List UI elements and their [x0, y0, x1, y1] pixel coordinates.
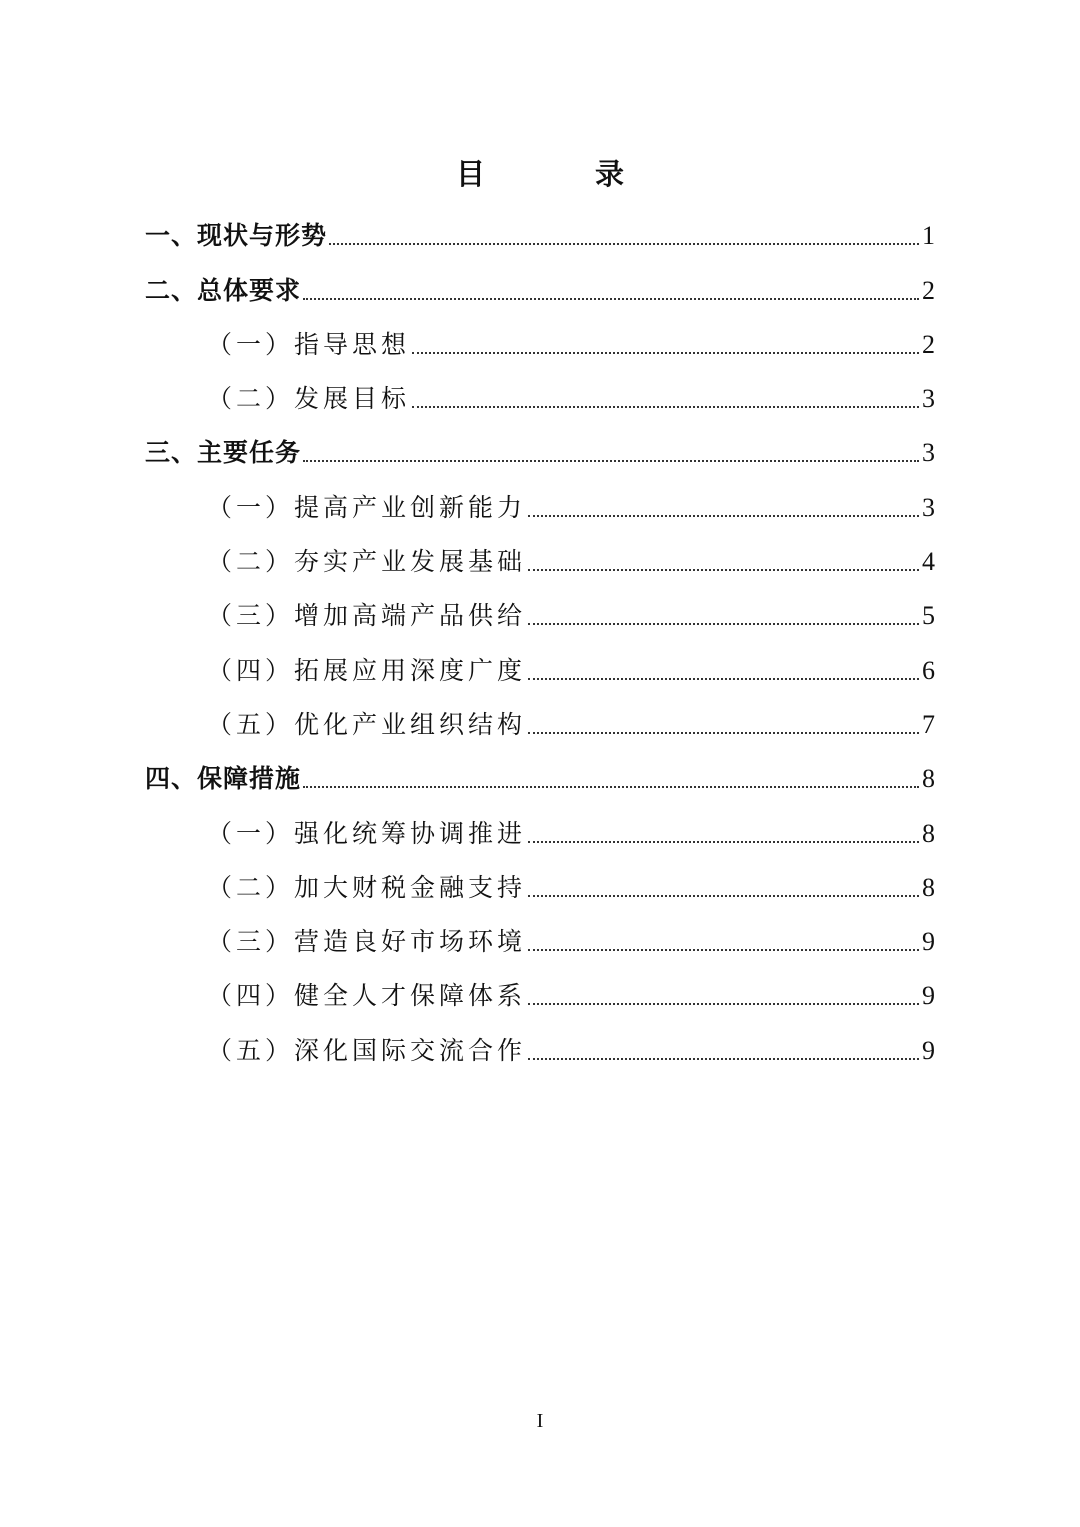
toc-dot-leader — [528, 949, 919, 951]
toc-dot-leader — [528, 1058, 919, 1060]
toc-entry-label: （二）夯实产业发展基础 — [207, 547, 527, 577]
toc-entry-label: （五）深化国际交流合作 — [207, 1035, 527, 1065]
toc-entry-page: 1 — [922, 221, 935, 251]
toc-entry[interactable] — [145, 422, 935, 476]
toc-entry-page: 8 — [922, 872, 935, 902]
toc-dot-leader — [528, 623, 919, 625]
toc-entry-label: （三）增加高端产品供给 — [207, 601, 527, 631]
toc-dot-leader — [528, 895, 919, 897]
toc-entry-page: 5 — [922, 601, 935, 631]
toc-entry-label: （四）拓展应用深度广度 — [207, 655, 527, 685]
toc-entry-page: 7 — [922, 709, 935, 739]
toc-subentry[interactable] — [145, 857, 935, 911]
toc-dot-leader — [412, 406, 919, 408]
toc-entry-page: 2 — [922, 275, 935, 305]
toc-entry-label: （一）强化统筹协调推进 — [207, 818, 527, 848]
toc-subentry[interactable] — [145, 911, 935, 965]
toc-entry-label: （二）加大财税金融支持 — [207, 872, 527, 902]
toc-dot-leader — [329, 243, 919, 245]
toc-entry-label: （四）健全人才保障体系 — [207, 981, 527, 1011]
toc-dot-leader — [412, 352, 919, 354]
toc-entry[interactable] — [145, 748, 935, 802]
toc-entry-page: 9 — [922, 1035, 935, 1065]
toc-subentry[interactable] — [145, 585, 935, 639]
toc-entry-label: （三）营造良好市场环境 — [207, 927, 527, 957]
table-of-contents — [145, 205, 935, 1074]
toc-title: 目 录 — [455, 157, 675, 191]
page-number: I — [536, 1410, 544, 1432]
toc-dot-leader — [528, 678, 919, 680]
toc-entry-label: （二）发展目标 — [207, 384, 411, 414]
toc-dot-leader — [528, 569, 919, 571]
toc-entry-page: 9 — [922, 981, 935, 1011]
toc-entry-page: 3 — [922, 492, 935, 522]
toc-dot-leader — [303, 460, 919, 462]
toc-entry-page: 8 — [922, 764, 935, 794]
toc-subentry[interactable] — [145, 476, 935, 530]
toc-entry-label: （一）提高产业创新能力 — [207, 492, 527, 522]
toc-entry-label: 四、保障措施 — [145, 764, 302, 794]
toc-subentry[interactable] — [145, 314, 935, 368]
toc-entry-label: （一）指导思想 — [207, 329, 411, 359]
toc-entry-page: 3 — [922, 438, 935, 468]
toc-entry-label: （五）优化产业组织结构 — [207, 709, 527, 739]
toc-subentry[interactable] — [145, 639, 935, 693]
toc-dot-leader — [303, 298, 919, 300]
toc-entry-page: 8 — [922, 818, 935, 848]
toc-entry[interactable] — [145, 205, 935, 259]
toc-dot-leader — [528, 732, 919, 734]
toc-entry-label: 三、主要任务 — [145, 438, 302, 468]
toc-entry-page: 2 — [922, 329, 935, 359]
toc-subentry[interactable] — [145, 694, 935, 748]
toc-subentry[interactable] — [145, 1019, 935, 1073]
toc-entry-label: 二、总体要求 — [145, 275, 302, 305]
toc-dot-leader — [303, 786, 919, 788]
toc-entry-page: 3 — [922, 384, 935, 414]
toc-entry-page: 9 — [922, 927, 935, 957]
toc-entry[interactable] — [145, 259, 935, 313]
toc-entry-page: 4 — [922, 547, 935, 577]
toc-dot-leader — [528, 841, 919, 843]
toc-subentry[interactable] — [145, 368, 935, 422]
toc-dot-leader — [528, 1003, 919, 1005]
toc-entry-label: 一、现状与形势 — [145, 221, 328, 251]
toc-dot-leader — [528, 515, 919, 517]
toc-subentry[interactable] — [145, 802, 935, 856]
toc-entry-page: 6 — [922, 655, 935, 685]
toc-subentry[interactable] — [145, 965, 935, 1019]
toc-subentry[interactable] — [145, 531, 935, 585]
